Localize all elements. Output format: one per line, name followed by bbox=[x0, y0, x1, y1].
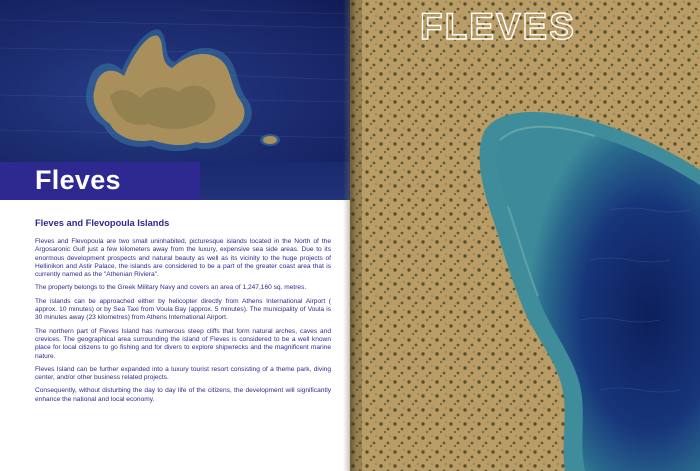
article-heading: Fleves and Flevopoula Islands bbox=[35, 218, 170, 228]
title-band bbox=[0, 162, 200, 200]
page-gutter bbox=[343, 0, 357, 471]
island-aerial-photo bbox=[0, 0, 350, 162]
right-page bbox=[350, 0, 700, 471]
paragraph: Consequently, without disturbing the day to day life of the citizens, the development will significantly enhance the national and local economy. bbox=[35, 387, 331, 403]
page-title: Fleves bbox=[35, 165, 121, 195]
paragraph: The islands can be approached either by helicopter directly from Athens International Airport ( approx. 10 minutes) or by Sea Taxi from Voula Bay (approx. 5 minutes). The municipality of Voula is 30 minutes away (23 kilometres) from Athens International Airport. bbox=[35, 297, 331, 322]
sea-photo-strip bbox=[200, 162, 350, 200]
page-title-outline: FLEVES bbox=[420, 6, 576, 47]
article-body bbox=[35, 218, 331, 409]
paragraph: The northern part of Fleves Island has numerous steep cliffs that form natural arches, caves and crevices. The geographical area surrounding the island of Fleves is considered to be a well known place for local citizens to go fishing and for divers to explore shipwrecks and the magnificent marine nature. bbox=[35, 327, 331, 360]
paragraph: The property belongs to the Greek Military Navy and covers an area of 1,247,160 sq. metres. bbox=[35, 284, 307, 292]
paragraph: Fleves and Flevopoula are two small uninhabited, picturesque islands located in the North of the Argosaronic Gulf just a few kilometers away from the luxury, expensive sea side areas. Due to its enormous development prospects and natural beauty as well as its vicinity to the huge projects of Hellinikon and Astir Palace, the islands are considered to be a part of the greater coast area that is currently named as the "Athenian Riviera". bbox=[35, 238, 331, 279]
coastline-aerial-photo bbox=[350, 0, 700, 471]
paragraph: Fleves Island can be further expanded into a luxury tourist resort consisting of a theme park, diving center, and/or other business related projects. bbox=[35, 365, 331, 382]
island-illustration bbox=[0, 0, 350, 162]
